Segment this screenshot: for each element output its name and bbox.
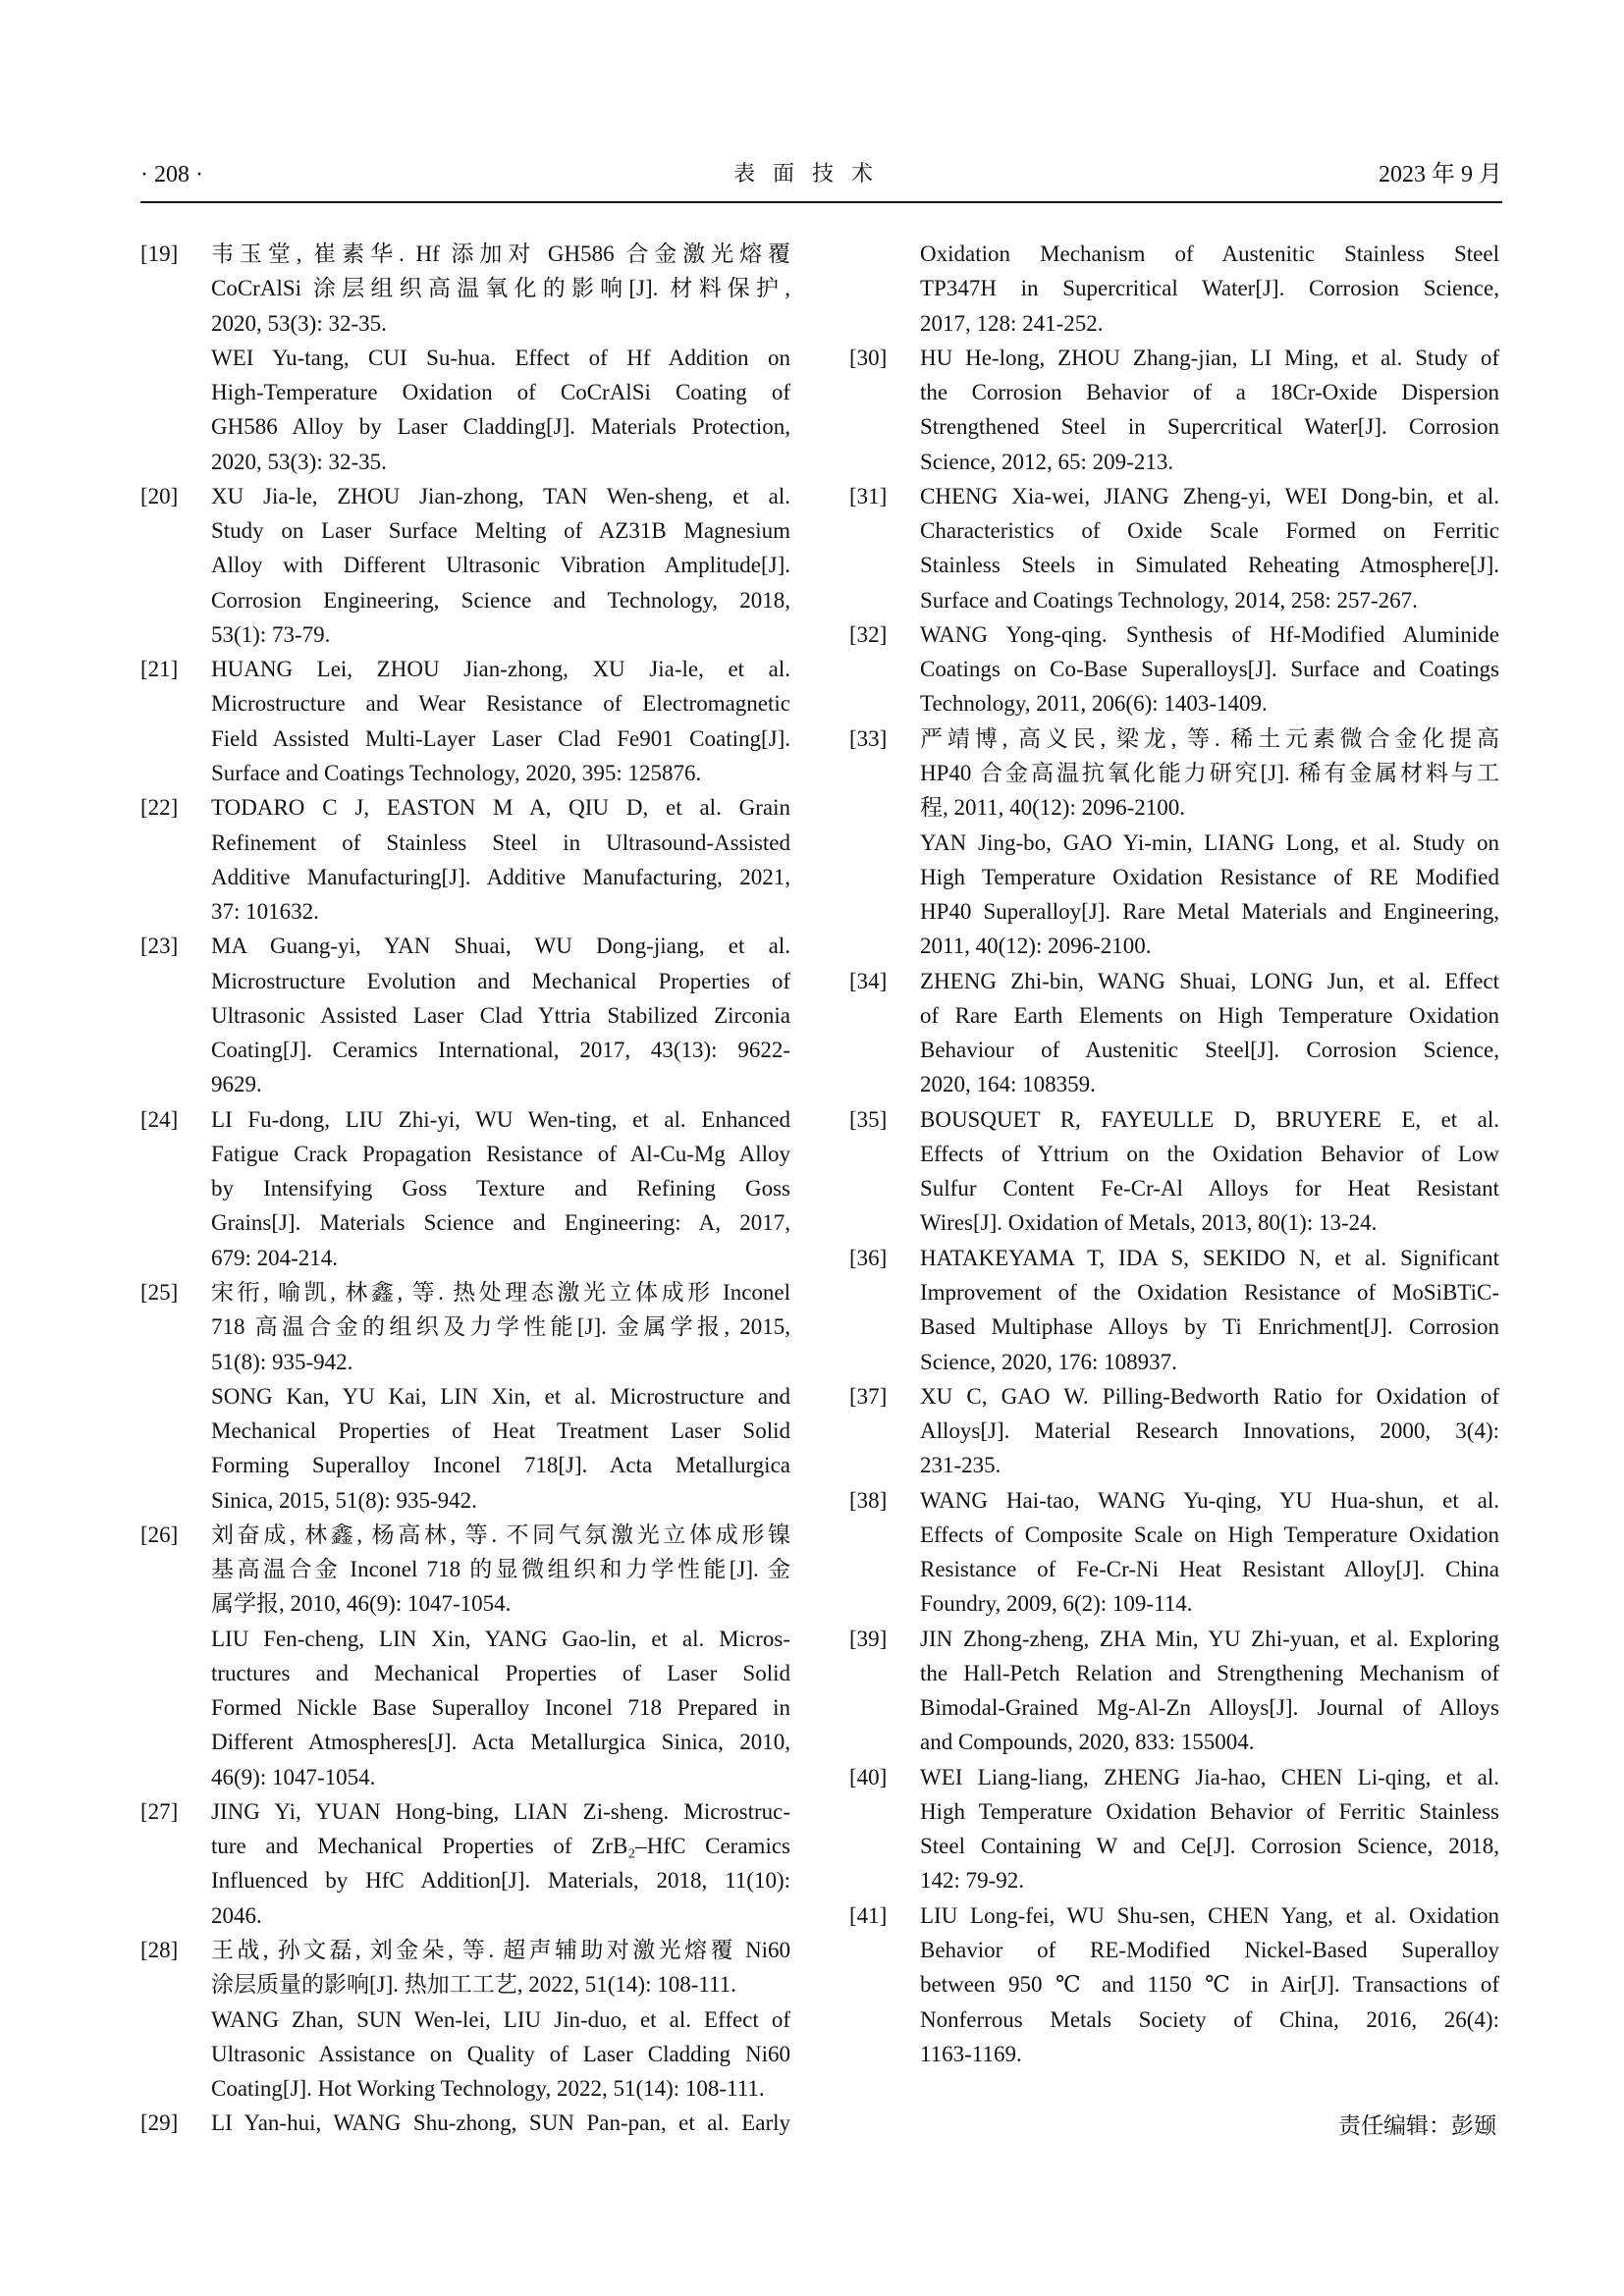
reference-line: Alloys[J]. Material Research Innovations, 2000, 3(4): [920, 1418, 1499, 1444]
reference-line: WEI Liang-liang, ZHENG Jia-hao, CHEN Li-qing, et al. [920, 1764, 1499, 1789]
reference-line: and Compounds, 2020, 833: 155004. [920, 1730, 1255, 1755]
reference-entry [849, 1898, 1499, 2071]
reference-entry [140, 652, 790, 790]
page-number: · 208 · [140, 162, 203, 187]
reference-line: 37: 101632. [211, 899, 319, 925]
reference-line: 53(1): 73-79. [211, 621, 331, 647]
reference-line: 2020, 164: 108359. [920, 1072, 1096, 1097]
reference-number: [33] [849, 725, 888, 751]
reference-line: Behaviour of Austenitic Steel[J]. Corrosion Science, [920, 1038, 1499, 1063]
reference-line: 严靖博, 高义民, 梁龙, 等. 稀土元素微合金化提高 [920, 725, 1499, 751]
reference-entry [849, 1379, 1499, 1483]
reference-line: 1163-1169. [920, 2041, 1022, 2066]
reference-number: [29] [140, 2110, 179, 2136]
reference-entry [849, 479, 1499, 617]
reference-line: LI Yan-hui, WANG Shu-zhong, SUN Pan-pan, et al. Early [211, 2110, 790, 2136]
reference-number: [23] [140, 934, 179, 959]
reference-entry [140, 1518, 790, 1794]
reference-text [920, 1622, 1499, 1760]
reference-line: 679: 204-214. [211, 1245, 339, 1270]
reference-line: Coating[J]. Hot Working Technology, 2022, 51(14): 108-111. [211, 2076, 765, 2102]
reference-line: 宋衎, 喻凯, 林鑫, 等. 热处理态激光立体成形 Inconel [211, 1279, 790, 1305]
reference-line: Based Multiphase Alloys by Ti Enrichment[J]. Corrosion [920, 1314, 1499, 1340]
reference-line: High Temperature Oxidation Resistance of RE Modified [920, 864, 1499, 889]
reference-line: Mechanical Properties of Heat Treatment Laser Solid [211, 1418, 790, 1444]
reference-entry [140, 1275, 790, 1518]
reference-line: 718 高温合金的组织及力学性能[J]. 金属学报, 2015, [211, 1314, 790, 1340]
reference-line: 程, 2011, 40(12): 2096-2100. [920, 795, 1186, 821]
reference-entry [140, 790, 790, 929]
responsible-editor: 责任编辑：彭颋 [1338, 2113, 1496, 2139]
header-rule [140, 201, 1502, 203]
reference-line: Field Assisted Multi-Layer Laser Clad Fe901 Coating[J]. [211, 725, 790, 751]
reference-line: Bimodal-Grained Mg-Al-Zn Alloys[J]. Journal of Alloys [920, 1695, 1499, 1721]
reference-text [211, 1794, 790, 1933]
reference-text [920, 617, 1499, 721]
reference-line: CoCrAlSi 涂层组织高温氧化的影响[J]. 材料保护, [211, 276, 790, 301]
reference-line: Steel Containing W and Ce[J]. Corrosion Science, 2018, [920, 1834, 1499, 1859]
reference-number: [22] [140, 795, 179, 821]
reference-text [211, 1102, 790, 1275]
reference-line: HP40 合金高温抗氧化能力研究[J]. 稀有金属材料与工 [920, 760, 1499, 785]
reference-number: [36] [849, 1245, 888, 1270]
reference-number: [28] [140, 1938, 179, 1963]
reference-entry [849, 1483, 1499, 1622]
reference-text [920, 479, 1499, 617]
reference-number: [38] [849, 1487, 888, 1513]
reference-line: Oxidation Mechanism of Austenitic Stainless Steel [920, 241, 1499, 266]
reference-line: 51(8): 935-942. [211, 1349, 353, 1374]
reference-number: [35] [849, 1106, 888, 1132]
reference-line: 231-235. [920, 1453, 1001, 1478]
reference-entry [849, 964, 1499, 1102]
reference-entry [140, 1933, 790, 2106]
reference-line: Science, 2012, 65: 209-213. [920, 449, 1174, 474]
reference-line: between 950 ℃ and 1150 ℃ in Air[J]. Transactions of [920, 1972, 1499, 1998]
reference-line: by Intensifying Goss Texture and Refining Goss [211, 1176, 790, 1201]
reference-number: [27] [140, 1798, 179, 1824]
reference-number: [32] [849, 621, 888, 647]
reference-number: [31] [849, 483, 888, 508]
reference-line: Coating[J]. Ceramics International, 2017, 43(13): 9622- [211, 1038, 790, 1063]
reference-text [211, 2106, 790, 2140]
reference-number: [37] [849, 1383, 888, 1409]
reference-line: 46(9): 1047-1054. [211, 1764, 376, 1789]
reference-line: Nonferrous Metals Society of China, 2016, 26(4): [920, 2006, 1499, 2032]
reference-number: [19] [140, 241, 179, 266]
reference-entry [849, 1622, 1499, 1760]
reference-line: LIU Long-fei, WU Shu-sen, CHEN Yang, et al. Oxidation [920, 1902, 1499, 1928]
reference-line: Microstructure and Wear Resistance of Electromagnetic [211, 691, 790, 717]
reference-entry [849, 721, 1499, 964]
reference-entry [140, 1794, 790, 1933]
reference-line: 2020, 53(3): 32-35. [211, 310, 387, 336]
reference-text [211, 479, 790, 652]
reference-line: XU Jia-le, ZHOU Jian-zhong, TAN Wen-sheng, et al. [211, 483, 790, 508]
reference-line: High-Temperature Oxidation of CoCrAlSi Coating of [211, 380, 790, 405]
reference-line: Microstructure Evolution and Mechanical Properties of [211, 968, 790, 993]
reference-line: CHENG Xia-wei, JIANG Zheng-yi, WEI Dong-bin, et al. [920, 483, 1499, 508]
reference-line: 刘奋成, 林鑫, 杨高林, 等. 不同气氛激光立体成形镍 [211, 1522, 790, 1547]
reference-line: 王战, 孙文磊, 刘金朵, 等. 超声辅助对激光熔覆 Ni60 [211, 1938, 790, 1963]
reference-line: BOUSQUET R, FAYEULLE D, BRUYERE E, et al. [920, 1106, 1499, 1132]
reference-line: 属学报, 2010, 46(9): 1047-1054. [211, 1591, 512, 1617]
reference-line: 142: 79-92. [920, 1868, 1025, 1894]
reference-entry [849, 617, 1499, 721]
reference-entry [849, 341, 1499, 479]
reference-line: 基高温合金 Inconel 718 的显微组织和力学性能[J]. 金 [211, 1557, 790, 1582]
reference-line: HU He-long, ZHOU Zhang-jian, LI Ming, et al. Study of [920, 345, 1499, 370]
reference-line: 涂层质量的影响[J]. 热加工工艺, 2022, 51(14): 108-111. [211, 1972, 736, 1998]
reference-text [211, 1933, 790, 2106]
reference-text [920, 1760, 1499, 1898]
reference-text [920, 341, 1499, 479]
reference-line: Stainless Steels in Simulated Reheating Atmosphere[J]. [920, 553, 1499, 578]
issue-date: 2023 年 9 月 [1379, 162, 1502, 187]
reference-line: Effects of Yttrium on the Oxidation Behavior of Low [920, 1141, 1499, 1166]
reference-line: WANG Zhan, SUN Wen-lei, LIU Jin-duo, et al. Effect of [211, 2006, 790, 2032]
reference-entry [849, 237, 1499, 341]
reference-line: Grains[J]. Materials Science and Engineering: A, 2017, [211, 1210, 790, 1236]
reference-line: 2011, 40(12): 2096-2100. [920, 934, 1152, 959]
reference-text [920, 1102, 1499, 1241]
reference-line: 韦玉堂, 崔素华. Hf 添加对 GH586 合金激光熔覆 [211, 241, 790, 266]
reference-line: Effects of Composite Scale on High Temperature Oxidation [920, 1522, 1499, 1547]
reference-number: [24] [140, 1106, 179, 1132]
reference-line: Study on Laser Surface Melting of AZ31B Magnesium [211, 518, 790, 544]
reference-text [920, 1241, 1499, 1379]
reference-line: tructures and Mechanical Properties of Laser Solid [211, 1660, 790, 1685]
reference-line: Wires[J]. Oxidation of Metals, 2013, 80(1): 13-24. [920, 1210, 1378, 1236]
reference-line: Sinica, 2015, 51(8): 935-942. [211, 1487, 477, 1513]
reference-line: WANG Hai-tao, WANG Yu-qing, YU Hua-shun, et al. [920, 1487, 1499, 1513]
references-right-column [849, 237, 1499, 2071]
reference-entry [140, 237, 790, 479]
reference-line: Influenced by HfC Addition[J]. Materials, 2018, 11(10): [211, 1868, 790, 1894]
reference-line: JING Yi, YUAN Hong-bing, LIAN Zi-sheng. Microstruc- [211, 1798, 790, 1824]
reference-line: Behavior of RE-Modified Nickel-Based Superalloy [920, 1938, 1499, 1963]
reference-line: Refinement of Stainless Steel in Ultrasound-Assisted [211, 829, 790, 855]
reference-text [920, 237, 1499, 341]
reference-line: Fatigue Crack Propagation Resistance of Al-Cu-Mg Alloy [211, 1141, 790, 1166]
reference-line: HATAKEYAMA T, IDA S, SEKIDO N, et al. Significant [920, 1245, 1499, 1270]
reference-number: [25] [140, 1279, 179, 1305]
reference-number: [26] [140, 1522, 179, 1547]
reference-entry [140, 2106, 790, 2140]
reference-text [211, 929, 790, 1101]
reference-number: [30] [849, 345, 888, 370]
reference-line: Coatings on Co-Base Superalloys[J]. Surface and Coatings [920, 657, 1499, 682]
reference-line: TODARO C J, EASTON M A, QIU D, et al. Grain [211, 795, 790, 821]
reference-text [920, 1379, 1499, 1483]
reference-line: 2046. [211, 1902, 262, 1928]
reference-text [211, 237, 790, 479]
reference-line: HUANG Lei, ZHOU Jian-zhong, XU Jia-le, et al. [211, 657, 790, 682]
reference-line: TP347H in Supercritical Water[J]. Corrosion Science, [920, 276, 1499, 301]
reference-text [211, 652, 790, 790]
reference-line: 2020, 53(3): 32-35. [211, 449, 387, 474]
reference-line: 9629. [211, 1072, 262, 1097]
reference-line: the Hall-Petch Relation and Strengthening Mechanism of [920, 1660, 1499, 1685]
reference-text [211, 1518, 790, 1794]
reference-entry [849, 1760, 1499, 1898]
reference-number: [41] [849, 1902, 888, 1928]
reference-line: Foundry, 2009, 6(2): 109-114. [920, 1591, 1193, 1617]
journal-title: 表面技术 [732, 162, 891, 187]
reference-line: Different Atmospheres[J]. Acta Metallurgica Sinica, 2010, [211, 1730, 790, 1755]
reference-line: LI Fu-dong, LIU Zhi-yi, WU Wen-ting, et al. Enhanced [211, 1106, 790, 1132]
reference-entry [140, 479, 790, 652]
reference-line: Characteristics of Oxide Scale Formed on Ferritic [920, 518, 1499, 544]
reference-entry [849, 1241, 1499, 1379]
reference-line: MA Guang-yi, YAN Shuai, WU Dong-jiang, et al. [211, 934, 790, 959]
reference-number: [20] [140, 483, 179, 508]
reference-line: Sulfur Content Fe-Cr-Al Alloys for Heat Resistant [920, 1176, 1499, 1201]
reference-line: Surface and Coatings Technology, 2014, 258: 257-267. [920, 587, 1418, 613]
reference-line: Surface and Coatings Technology, 2020, 395: 125876. [211, 760, 702, 785]
reference-number: [21] [140, 657, 179, 682]
reference-line: High Temperature Oxidation Behavior of Ferritic Stainless [920, 1798, 1499, 1824]
reference-line: ture and Mechanical Properties of ZrB₂–HfC Ceramics [211, 1834, 790, 1859]
reference-number: [39] [849, 1626, 888, 1651]
reference-number: [34] [849, 968, 888, 993]
reference-entry [140, 929, 790, 1101]
reference-line: WANG Yong-qing. Synthesis of Hf-Modified Aluminide [920, 621, 1499, 647]
reference-line: Alloy with Different Ultrasonic Vibration Amplitude[J]. [211, 553, 790, 578]
reference-line: Forming Superalloy Inconel 718[J]. Acta Metallurgica [211, 1453, 790, 1478]
reference-line: Strengthened Steel in Supercritical Water[J]. Corrosion [920, 414, 1499, 440]
reference-line: Additive Manufacturing[J]. Additive Manufacturing, 2021, [211, 864, 790, 889]
reference-line: of Rare Earth Elements on High Temperature Oxidation [920, 1002, 1499, 1028]
reference-line: JIN Zhong-zheng, ZHA Min, YU Zhi-yuan, et al. Exploring [920, 1626, 1499, 1651]
reference-entry [849, 1102, 1499, 1241]
reference-line: Technology, 2011, 206(6): 1403-1409. [920, 691, 1268, 717]
reference-line: Formed Nickle Base Superalloy Inconel 718 Prepared in [211, 1695, 790, 1721]
reference-line: YAN Jing-bo, GAO Yi-min, LIANG Long, et al. Study on [920, 829, 1499, 855]
reference-text [920, 1898, 1499, 2071]
references-left-column [140, 237, 790, 2141]
reference-line: GH586 Alloy by Laser Cladding[J]. Materials Protection, [211, 414, 790, 440]
reference-line: 2017, 128: 241-252. [920, 310, 1104, 336]
reference-line: WEI Yu-tang, CUI Su-hua. Effect of Hf Addition on [211, 345, 790, 370]
reference-line: ZHENG Zhi-bin, WANG Shuai, LONG Jun, et al. Effect [920, 968, 1499, 993]
reference-line: Corrosion Engineering, Science and Technology, 2018, [211, 587, 790, 613]
reference-line: HP40 Superalloy[J]. Rare Metal Materials and Engineering, [920, 899, 1499, 925]
reference-line: Ultrasonic Assistance on Quality of Laser Cladding Ni60 [211, 2041, 790, 2066]
reference-number: [40] [849, 1764, 888, 1789]
reference-line: Science, 2020, 176: 108937. [920, 1349, 1177, 1374]
reference-line: Improvement of the Oxidation Resistance of MoSiBTiC- [920, 1279, 1499, 1305]
reference-line: LIU Fen-cheng, LIN Xin, YANG Gao-lin, et al. Micros- [211, 1626, 790, 1651]
reference-line: XU C, GAO W. Pilling-Bedworth Ratio for Oxidation of [920, 1383, 1499, 1409]
reference-text [920, 964, 1499, 1102]
reference-line: Resistance of Fe-Cr-Ni Heat Resistant Alloy[J]. China [920, 1557, 1499, 1582]
reference-text [920, 1483, 1499, 1622]
reference-text [920, 721, 1499, 964]
reference-text [211, 790, 790, 929]
reference-entry [140, 1102, 790, 1275]
reference-line: SONG Kan, YU Kai, LIN Xin, et al. Microstructure and [211, 1383, 790, 1409]
reference-line: Ultrasonic Assisted Laser Clad Yttria Stabilized Zirconia [211, 1002, 790, 1028]
reference-text [211, 1275, 790, 1518]
reference-line: the Corrosion Behavior of a 18Cr-Oxide Dispersion [920, 380, 1499, 405]
